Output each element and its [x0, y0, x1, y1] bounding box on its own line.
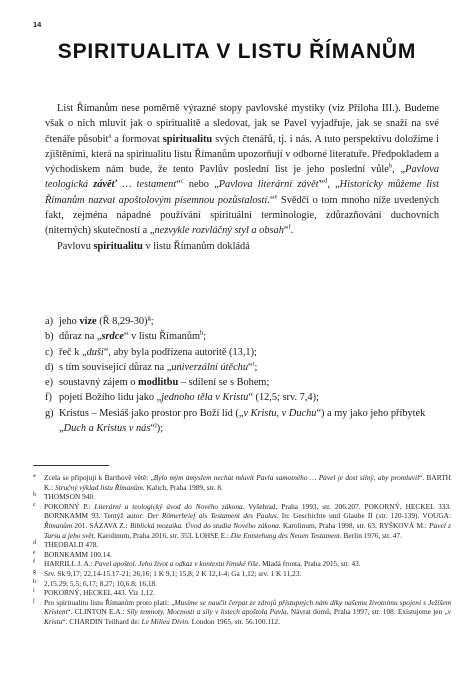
italic-title: Die Entstehung des Neuen Testament.: [230, 530, 342, 540]
footnote-mark: b: [33, 492, 36, 499]
footnote: [33, 502, 451, 540]
footnote-mark: f: [33, 559, 35, 566]
text-run: “. CLINTON E.A.:: [67, 607, 127, 617]
italic-quote: v Kristu, v Duchu: [243, 407, 317, 419]
paragraph-list-intro: [45, 239, 439, 254]
footnote-divider: [33, 465, 109, 466]
italic-title: Literární a teologický úvod do Nového zákona.: [94, 501, 245, 511]
text-run: Berlin 1976, str. 47.: [341, 530, 402, 540]
text-run: .: [290, 225, 294, 237]
text-run: Návrat domů, Praha 1997, str. 108. Existujeme jen „: [288, 607, 448, 617]
bold-italic-term: srdce: [101, 331, 124, 343]
list-letter: e): [45, 377, 54, 389]
italic-title: Římanům: [44, 520, 73, 530]
italic-quote: Historicky můžeme list Římanům nazvat apoštolovým písemnou pozůstalostí.: [45, 179, 440, 206]
text-run: soustavný zájem o: [59, 377, 138, 389]
footnote-mark: e: [33, 549, 36, 556]
list-letter: d): [45, 361, 54, 373]
list-letter: a): [45, 316, 54, 327]
italic-title: Pavel apoštol. Jeho život a odkaz v kontextu římské říše.: [94, 559, 261, 569]
text-run: řeč k „: [59, 346, 87, 358]
italic-quote: v Kristu: [44, 607, 451, 626]
italic-quote: … testament: [117, 179, 177, 191]
text-run: );: [156, 423, 164, 435]
list-item: [45, 406, 445, 437]
text-run: – sdílení se s Bohem;: [178, 377, 270, 389]
footnote-mark: a: [33, 473, 36, 479]
italic-quote: Duch a Kristus v nás: [63, 423, 151, 435]
text-run: ;: [254, 361, 258, 373]
text-run: “. CHARDIN Teilhard de:: [62, 616, 142, 626]
list-letter: f): [45, 392, 52, 404]
bold-term: modlitbu: [138, 377, 179, 389]
footnote-ref: j: [154, 421, 157, 429]
footnote: [33, 492, 451, 502]
footnote-ref: d: [324, 178, 328, 186]
text-run: pojetí Božího lidu jako „: [59, 392, 162, 404]
text-run: 201. SÁZAVA Z.:: [72, 520, 130, 530]
footnote-ref: h: [200, 329, 204, 337]
text-run: Vyšehrad, Praha 1993, str. 206.207. POKORNÝ, HECKEL 333. BORNKAMM 93. Tentýž autor:: [44, 501, 451, 521]
footnote-ref: b: [388, 162, 393, 170]
text-run: POKORNÝ P.:: [44, 501, 95, 511]
list-item: [45, 360, 445, 375]
italic-title: Biblická mozaika. Úvod do studia Nového zákona.: [129, 520, 281, 530]
text-run: “ v listu Římanům: [123, 331, 201, 343]
text-run: , „: [327, 179, 340, 191]
footnote-ref: f: [288, 223, 291, 231]
text-run: Pro spiritualitu listu Římanům proto platí: „: [44, 597, 175, 607]
text-run: POKORNÝ, HECKEL 443. Viz 1,12.: [44, 588, 155, 598]
text-run: Srv. Sk 9,17; 22,14-15.17-21; 26,16; 1 K 9,1; 15,8; 2 K 12,1-4; Ga 1,12; srv. 1 K 11,23.: [44, 568, 302, 578]
text-run: Karolinum, Praha 2016, str. 353. LOHSE E.:: [95, 530, 231, 540]
text-run: Kalich, Praha 1989, str. 8.: [144, 482, 223, 492]
list-letter: b): [45, 331, 54, 343]
text-run: “) a my jako jeho příbytek „: [59, 407, 426, 435]
page-number: 14: [33, 20, 42, 29]
text-run: Pavlovu: [57, 240, 94, 252]
text-run: , „: [392, 164, 406, 176]
footnotes: [33, 473, 451, 627]
italic-quote: Bylo mým úmyslem nechat mluvit Pavla samotného … Pavel je dost silný, aby promluvil: [153, 473, 420, 482]
text-run: “: [176, 179, 181, 191]
italic-quote: Musíme se naučit čerpat ze zdrojů přístupných nám díky našemu životnímu spojení s Ježíšem Kristem: [44, 597, 451, 617]
footnote-mark: d: [33, 540, 36, 547]
italic-quote: jednoho těla v Kristu: [161, 392, 249, 404]
text-run: Mladá fronta, Praha 2015, str. 43.: [260, 559, 361, 569]
text-run: Karolinum, Praha 1998, str. 63. RYŠKOVÁ M.:: [280, 520, 430, 530]
footnote-mark: j: [33, 597, 35, 604]
italic-title: Pavel z Tarsu a jeho svět.: [44, 520, 451, 540]
text-run: (Ř 8,29-30): [96, 316, 148, 327]
italic-title: Stručný výklad listu Římanům.: [55, 482, 145, 492]
footnote-ref: e: [274, 193, 278, 201]
bold-term: vize: [79, 316, 97, 327]
evidence-list: [45, 314, 445, 436]
text-run: London 1965, str. 56.100.112.: [189, 616, 280, 626]
text-run: Svědčí o tom mnoho níže uvedených fakt, zejména nápadné používání spirituální terminologie, zdůrazňování duchovních (niterných) skutečností a „: [45, 194, 439, 237]
list-item: [45, 390, 445, 405]
italic-quote: Pavlova teologická: [45, 164, 439, 191]
text-run: “: [283, 225, 289, 237]
footnote: [33, 569, 451, 579]
chapter-title: SPIRITUALITA V LISTU ŘÍMANŮM: [57, 40, 417, 63]
body-text: [45, 101, 439, 254]
bold-term: spiritualitu: [162, 133, 213, 145]
bold-term: spiritualitu: [93, 240, 143, 252]
text-run: důraz na „: [59, 331, 102, 343]
text-run: List Římanům nese poměrně výrazné stopy pavlovské mystiky (viz Příloha III.). Budeme však o nich mluvit jak o spiritualitě a sledovat, jak se Pavel vyjadřuje, jak se snaží na své čtenáře působit: [45, 103, 439, 145]
italic-title: Le Milieu Divin.: [141, 616, 190, 626]
list-letter: g): [45, 407, 54, 419]
text-run: “: [248, 361, 253, 373]
text-run: “. BARTH K.:: [44, 473, 451, 492]
italic-title: Der Römerbrief als Testament des Paulus.: [147, 511, 279, 521]
list-item: [45, 375, 445, 390]
text-run: “, aby byla podřízena autoritě (13,1);: [103, 346, 257, 358]
text-run: “ (12,5; srv. 7,4);: [248, 392, 319, 404]
text-run: “: [150, 423, 155, 435]
text-run: nebo „: [183, 179, 219, 191]
footnote: [33, 588, 451, 598]
text-run: Zcela se připojuji k Barthově větě: „: [44, 473, 154, 482]
footnote-ref: i: [252, 360, 255, 368]
italic-title: Síly temnoty. Mocnosti a síly v listech apoštola Pavla.: [126, 607, 289, 617]
footnote-ref: g: [147, 314, 151, 322]
text-run: THEOBALD 478.: [44, 540, 99, 550]
paragraph-intro: [45, 101, 439, 239]
footnote: [33, 540, 451, 550]
footnote-mark: c: [33, 501, 36, 508]
list-item: [45, 345, 445, 360]
text-run: jeho: [59, 316, 80, 327]
text-run: “: [319, 179, 325, 191]
text-run: v listu Římanům dokládá: [142, 240, 250, 252]
text-run: HARRILL J. A.:: [44, 559, 95, 569]
text-run: In: Geschichte und Glaube II (str. 120-139). VOUGA:: [278, 511, 451, 521]
list-letter: c): [45, 346, 54, 358]
list-item: [45, 329, 445, 344]
text-run: Kristus – Mesiáš jako prostor pro Boží lid („: [59, 407, 244, 419]
text-run: THOMSON 940.: [44, 492, 96, 502]
text-run: svých čtenářů, tj. i nás. A tuto perspektivu doložíme i zjištěními, která na spiritualitu listu Římanům upozorňují v odborné literatuře. Předpokladem a východiskem nám bude, že tento Pavlův poslední list je jeho poslední vůle: [45, 133, 440, 176]
text-run: BORNKAMM 100.14.: [44, 549, 112, 559]
bold-italic-term: závěť: [93, 179, 118, 191]
footnote-ref: c: [180, 178, 184, 186]
footnote: [33, 550, 451, 560]
footnote: [33, 598, 451, 627]
footnote-ref: a: [108, 132, 112, 140]
footnote: [33, 473, 451, 492]
text-run: ;: [150, 316, 154, 327]
italic-quote: duši: [86, 346, 104, 358]
text-run: ;: [203, 331, 207, 343]
text-run: 2,15.29; 5,5; 6,17; 8,27; 10,6.8; 16,18.: [44, 578, 158, 588]
text-run: “: [269, 194, 275, 206]
footnote-mark: h: [33, 578, 36, 585]
list-item: [45, 314, 445, 329]
italic-quote: univerzální útěchu: [171, 361, 249, 373]
italic-quote: Pavlova literární závěť: [218, 179, 320, 191]
footnote: [33, 559, 451, 569]
text-run: a formovat: [111, 133, 163, 145]
text-run: s tím související důraz na „: [59, 361, 172, 373]
footnote: [33, 579, 451, 589]
footnote-mark: g: [33, 568, 36, 575]
italic-quote: nezvykle rozvláčný styl a obsah: [154, 225, 284, 237]
footnote-mark: i: [33, 588, 35, 595]
